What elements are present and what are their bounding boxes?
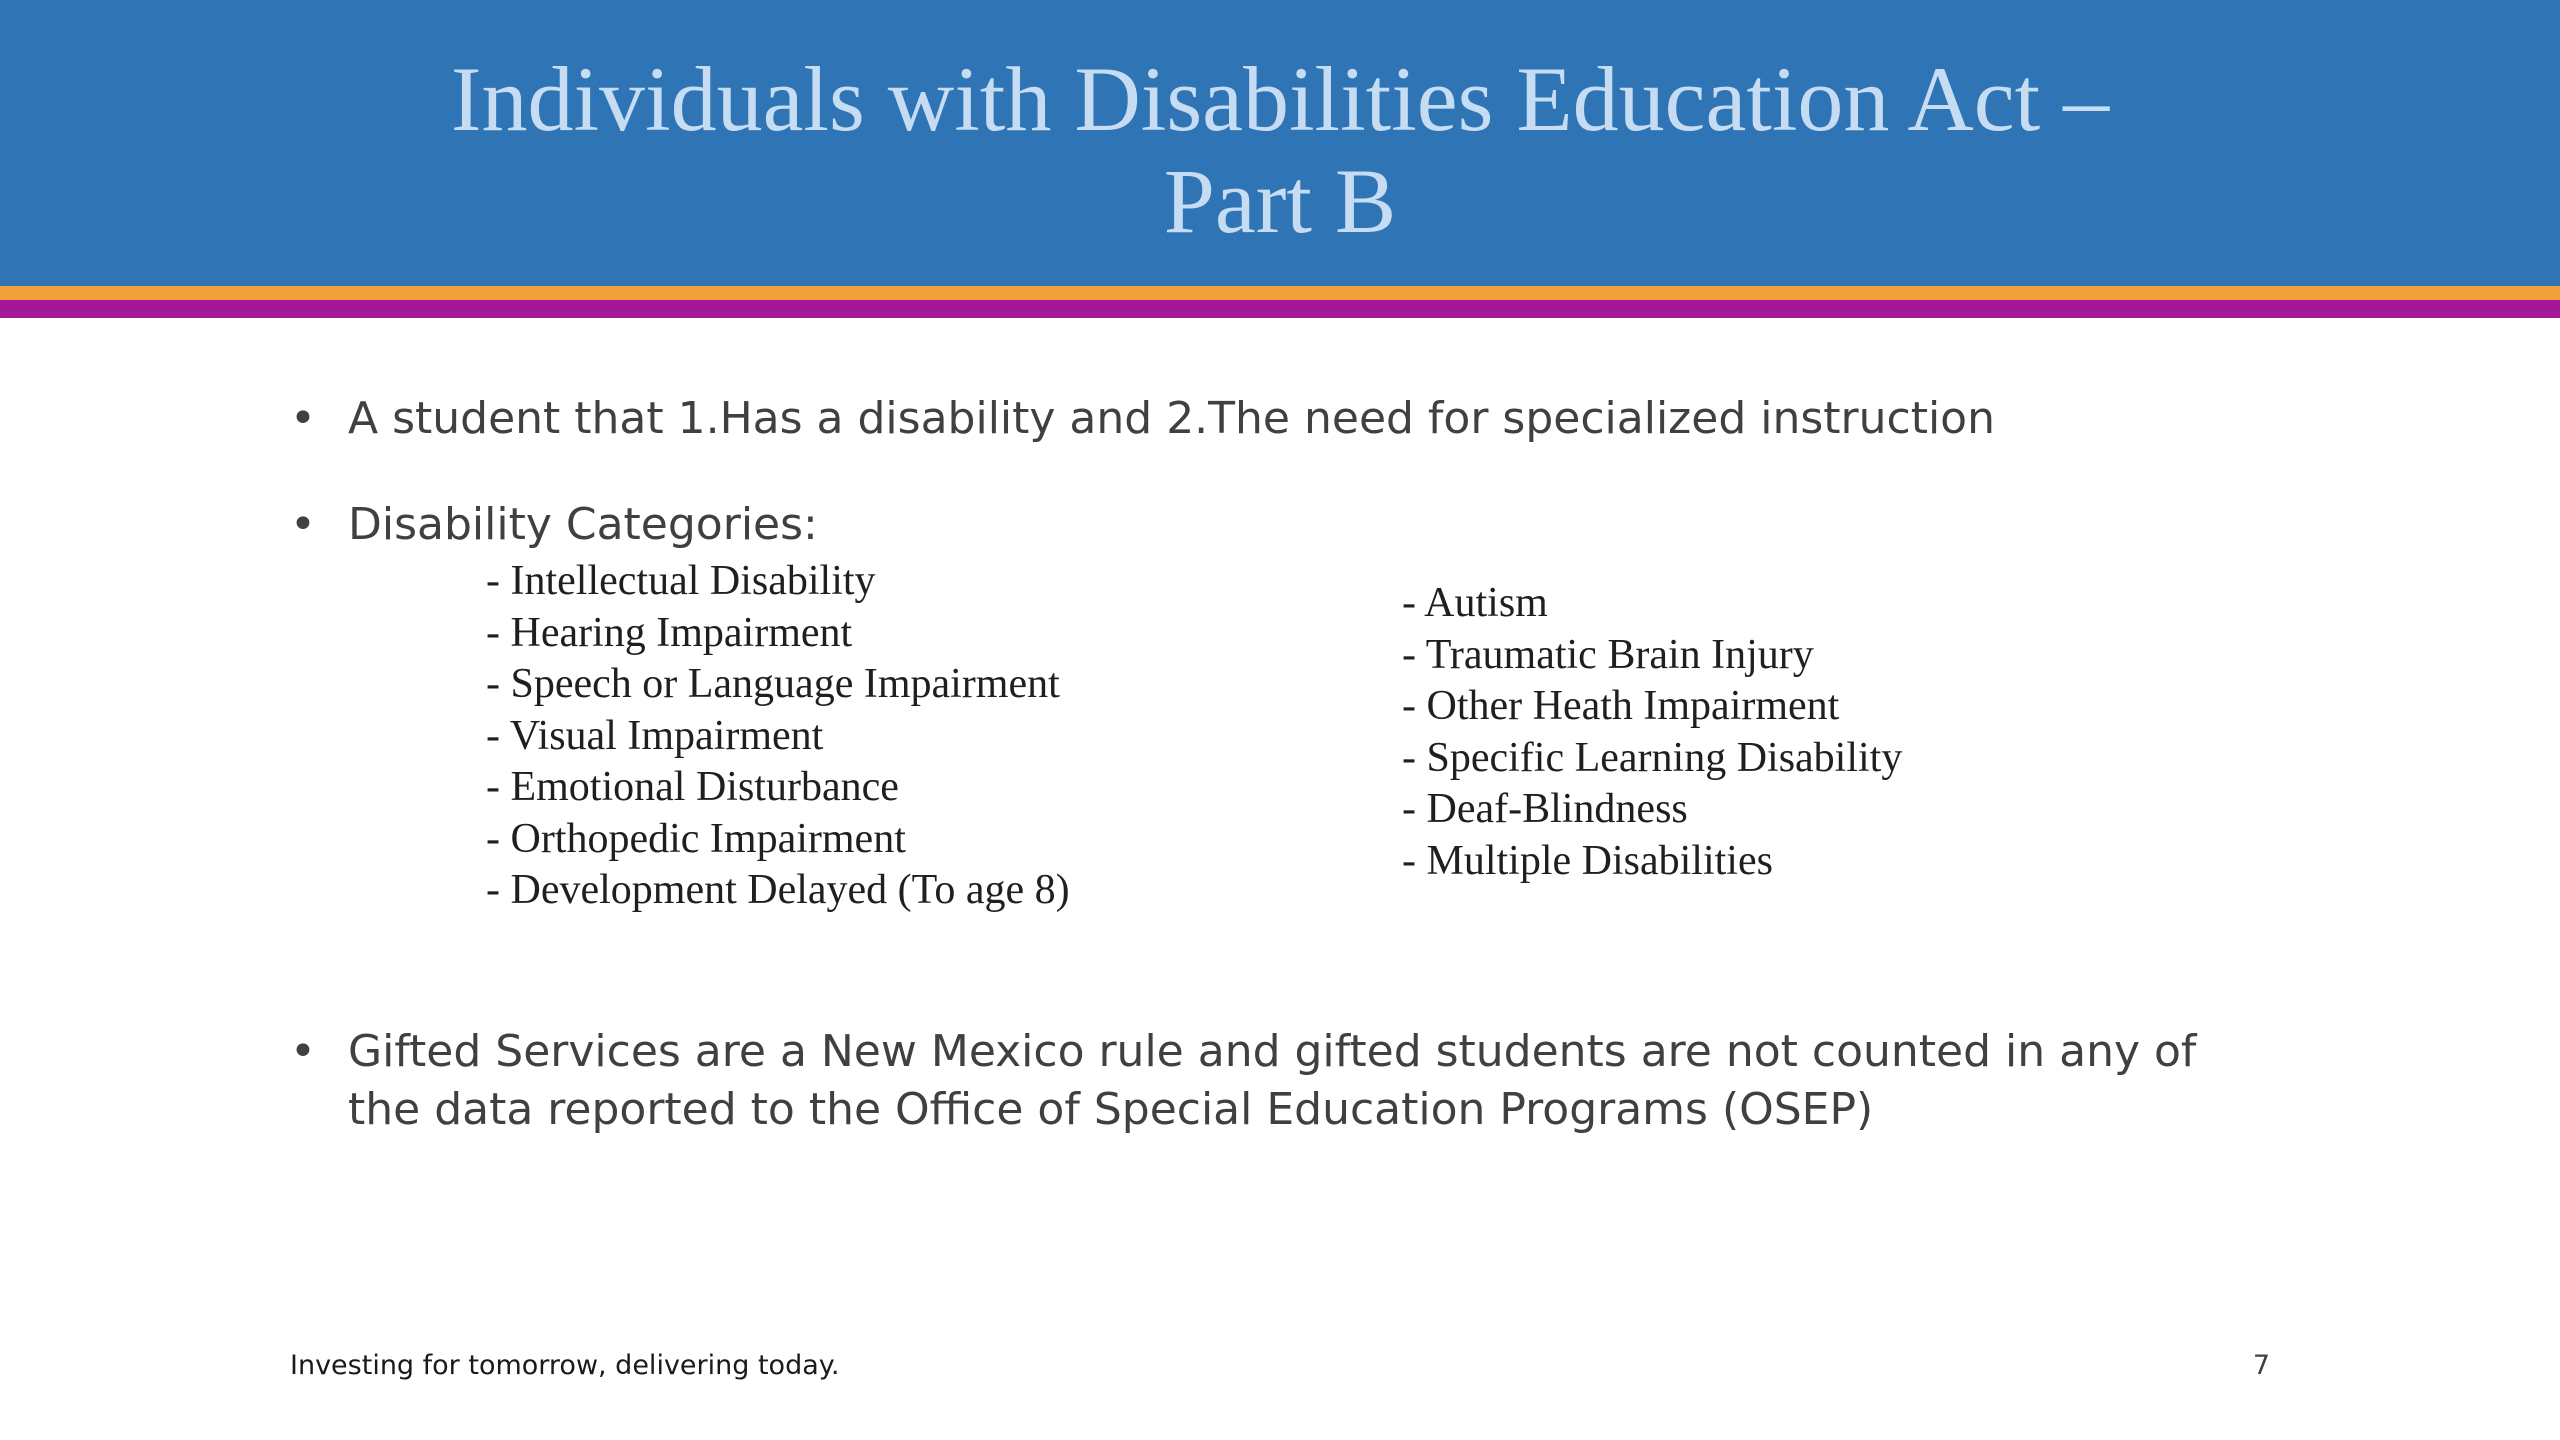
bullet-icon: • xyxy=(290,393,316,444)
magenta-stripe xyxy=(0,300,2560,318)
category-item: - Orthopedic Impairment xyxy=(486,815,906,862)
category-item: - Autism xyxy=(1402,580,1548,626)
footer-tagline: Investing for tomorrow, delivering today. xyxy=(290,1350,840,1381)
category-item: - Traumatic Brain Injury xyxy=(1402,631,1814,678)
disability-categories-left xyxy=(486,556,1070,917)
bullet-text: A student that 1.Has a disability and 2.The need for specialized instruction xyxy=(348,393,1995,444)
title-line-1: Individuals with Disabilities Education Act – xyxy=(450,48,2110,150)
orange-stripe xyxy=(0,286,2560,300)
title-bar xyxy=(0,0,2560,286)
bullet-icon: • xyxy=(290,499,316,550)
bullet-item xyxy=(290,390,2290,448)
disability-categories-right xyxy=(1402,578,1902,887)
bullet-text: Gifted Services are a New Mexico rule and gifted students are not counted in any of the data reported to the Office of Special Education Programs (OSEP) xyxy=(348,1026,2197,1135)
category-item: - Emotional Disturbance xyxy=(486,764,899,810)
bullet-item xyxy=(290,1023,2270,1139)
category-item: - Development Delayed (To age 8) xyxy=(486,867,1070,913)
slide-title xyxy=(300,48,2260,252)
category-item: - Speech or Language Impairment xyxy=(486,661,1060,707)
title-line-2: Part B xyxy=(1163,150,1397,252)
bullet-icon: • xyxy=(290,1026,316,1077)
bullet-text: Disability Categories: xyxy=(348,499,818,550)
page-number: 7 xyxy=(2252,1350,2270,1381)
category-item: - Intellectual Disability xyxy=(486,558,876,604)
category-item: - Multiple Disabilities xyxy=(1402,837,1773,884)
category-item: - Other Heath Impairment xyxy=(1402,683,1840,729)
category-item: - Specific Learning Disability xyxy=(1402,734,1903,781)
bullet-item xyxy=(290,496,2290,554)
category-item: - Visual Impairment xyxy=(486,712,824,759)
category-item: - Hearing Impairment xyxy=(486,609,853,656)
category-item: - Deaf-Blindness xyxy=(1402,786,1688,832)
